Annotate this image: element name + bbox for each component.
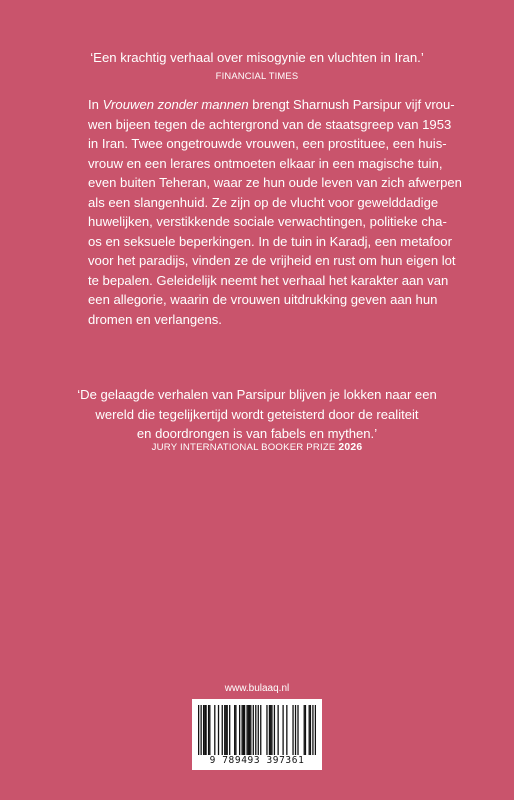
isbn-barcode [192,699,322,770]
blurb-line: in Iran. Twee ongetrouwde vrouwen, een prostituee, een huis- [88,136,447,152]
barcode-bar [246,705,247,755]
barcode-bar [214,705,215,755]
barcode-bar [250,705,251,755]
bottom-quote-line: wereld die tegelijkertijd wordt geteisterd door de realiteit [95,406,419,422]
blurb-line: te bepalen. Geleidelijk neemt het verhaal het karakter aan van [88,272,449,288]
barcode-bar [198,705,199,755]
barcode-bar [218,705,219,755]
publisher-website[interactable]: www.bulaaq.nl [224,683,290,694]
barcode-bar [274,705,275,755]
barcode-bar [277,705,278,755]
barcode-bar [224,705,225,755]
barcode-bar [286,705,287,755]
barcode-bar [209,705,210,755]
barcode-bar [234,705,235,755]
blurb-line: os en seksuele beperkingen. In de tuin in Karadj, een metafoor [88,233,452,249]
barcode-bar [225,705,226,755]
barcode-bar [241,705,242,755]
barcode-bar [315,705,316,755]
barcode-bar [244,705,245,755]
barcode-bar [229,705,230,755]
top-quote: ‘Een krachtig verhaal over misogynie en vluchten in Iran.’ [90,50,424,65]
blurb-line [88,95,455,115]
barcode-bar [243,705,244,755]
barcode-bar [260,705,261,755]
blurb-line: een allegorie, waarin de vrouwen uitdrukking geven aan hun [88,292,438,308]
barcode-bar [205,705,206,755]
blurb-line: voor het paradijs, vinden ze de vrijheid en rust om hun eigen lot [88,253,456,269]
blurb-intro: In [88,97,99,112]
barcode-bar [248,705,249,755]
barcode-bar [249,705,250,755]
barcode-bar [222,705,223,755]
bottom-quote-source [40,442,474,453]
bottom-quote-line: ‘De gelaagde verhalen van Parsipur blijven je lokken naar een [77,387,437,402]
prize-name: JURY INTERNATIONAL BOOKER PRIZE [151,442,336,453]
barcode-bar [269,705,270,755]
barcode-bar [204,705,205,755]
prize-year: 2026 [338,442,363,453]
blurb-line-rest: brengt Sharnush Parsipur vijf vrou- [252,97,455,112]
blurb-text [88,95,462,330]
barcode-bar [200,705,201,755]
barcode-bar [282,705,283,755]
top-quote-source: FINANCIAL TIMES [215,70,299,81]
barcode-bar [297,705,298,755]
barcode-bar [227,705,228,755]
blurb-line: dromen en verlangens. [88,312,222,328]
bottom-quote [60,385,454,444]
book-title: Vrouwen zonder mannen [102,97,249,112]
barcode-bar [304,705,305,755]
barcode-bar [255,705,256,755]
barcode-bar [235,705,236,755]
barcode-bar [295,705,296,755]
barcode-bars [198,705,316,755]
blurb-line: als een slangenhuid. Ze zijn op de vlucht voor gewelddadige [88,194,439,210]
barcode-digits: 9 789493 397361 [209,755,305,766]
blurb-line: vrouw en een lerares ontmoeten elkaar in een magische tuin, [88,155,443,171]
barcode-bar [292,705,293,755]
barcode-bar [309,705,310,755]
barcode-bar [266,705,267,755]
barcode-bar [270,705,271,755]
blurb-line: huwelijken, verstikkende sociale verwachtingen, politieke cha- [88,214,447,230]
barcode-bar [253,705,254,755]
blurb-line: wen bijeen tegen de achtergrond van de staatsgreep van 1953 [88,116,452,132]
barcode-bar [271,705,272,755]
barcode-bar [310,705,311,755]
barcode-bar [258,705,259,755]
bottom-quote-line: en doordrongen is van fabels en mythen.’ [136,426,378,441]
blurb-line: even buiten Teheran, waar ze hun oude leven van zich afwerpen [88,175,462,191]
barcode-bar [312,705,313,755]
barcode-bar [203,705,204,755]
barcode-bar [239,705,240,755]
barcode-bar [305,705,306,755]
barcode-bar [208,705,209,755]
